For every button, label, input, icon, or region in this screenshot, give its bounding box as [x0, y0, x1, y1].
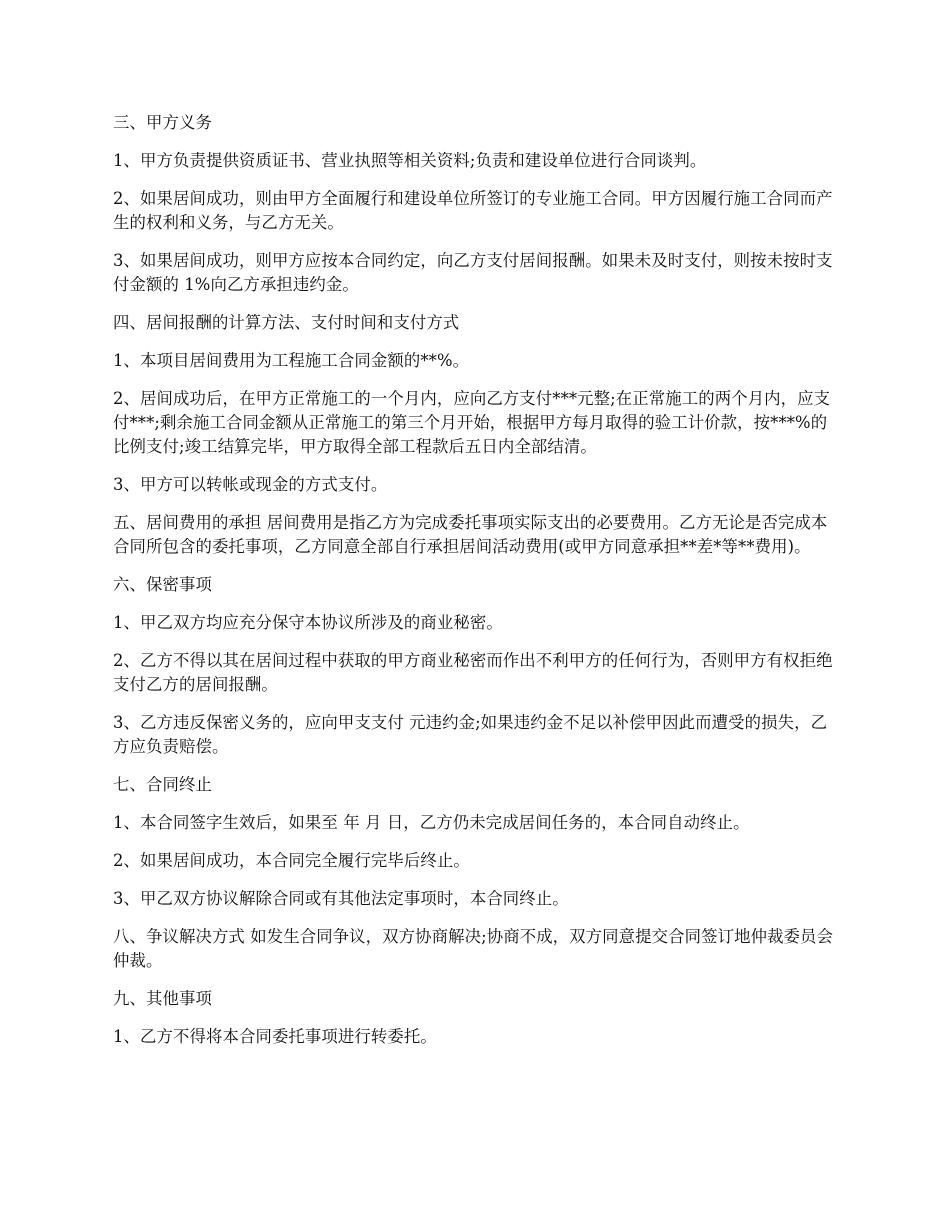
clause-3-2: 2、如果居间成功，则由甲方全面履行和建设单位所签订的专业施工合同。甲方因履行施工合同而产生的权利和义务，与乙方无关。: [113, 189, 833, 232]
clause-4-3: 3、甲方可以转帐或现金的方式支付。: [113, 475, 388, 494]
clause-3-3: 3、如果居间成功，则甲方应按本合同约定，向乙方支付居间报酬。如果未及时支付，则按未按时支付金额的 1%向乙方承担违约金。: [113, 251, 833, 294]
section-dispute-resolution: 八、争议解决方式 如发生合同争议，双方协商解决;协商不成，双方同意提交合同签订地仲裁委员会仲裁。: [113, 927, 834, 970]
clause-4-2: 2、居间成功后，在甲方正常施工的一个月内，应向乙方支付***元整;在正常施工的两个月内，应支付***;剩余施工合同金额从正常施工的第三个月开始，根据甲方每月取得的验工计价款，按***%的比例支付;竣工结算完毕，甲方取得全部工程款后五日内全部结清。: [113, 389, 831, 456]
clause-4-1: 1、本项目居间费用为工程施工合同金额的**%。: [113, 351, 470, 370]
clause-9-1: 1、乙方不得将本合同委托事项进行转委托。: [113, 1027, 437, 1046]
clause-6-2: 2、乙方不得以其在居间过程中获取的甲方商业秘密而作出不利甲方的任何行为，否则甲方有权拒绝支付乙方的居间报酬。: [113, 651, 833, 694]
section-heading-other-matters: 九、其他事项: [113, 989, 212, 1008]
clause-3-1: 1、甲方负责提供资质证书、营业执照等相关资料;负责和建设单位进行合同谈判。: [113, 151, 707, 170]
clause-7-1: 1、本合同签字生效后，如果至 年 月 日，乙方仍未完成居间任务的，本合同自动终止。: [113, 813, 750, 832]
clause-7-3: 3、甲乙双方协议解除合同或有其他法定事项时，本合同终止。: [113, 889, 569, 908]
clause-6-3: 3、乙方违反保密义务的，应向甲支支付 元违约金;如果违约金不足以补偿甲因此而遭受的损失，乙方应负责赔偿。: [113, 713, 828, 756]
section-heading-commission-calculation: 四、居间报酬的计算方法、支付时间和支付方式: [113, 313, 460, 332]
section-heading-party-a-obligations: 三、甲方义务: [113, 113, 212, 132]
document-body: [113, 111, 835, 1063]
section-commission-expenses: 五、居间费用的承担 居间费用是指乙方为完成委托事项实际支出的必要费用。乙方无论是否完成本合同所包含的委托事项，乙方同意全部自行承担居间活动费用(或甲方同意承担**差*等**费用)。: [113, 513, 828, 556]
section-heading-confidentiality: 六、保密事项: [113, 575, 212, 594]
clause-6-1: 1、甲乙双方均应充分保守本协议所涉及的商业秘密。: [113, 613, 503, 632]
clause-7-2: 2、如果居间成功，本合同完全履行完毕后终止。: [113, 851, 470, 870]
section-heading-termination: 七、合同终止: [113, 775, 212, 794]
